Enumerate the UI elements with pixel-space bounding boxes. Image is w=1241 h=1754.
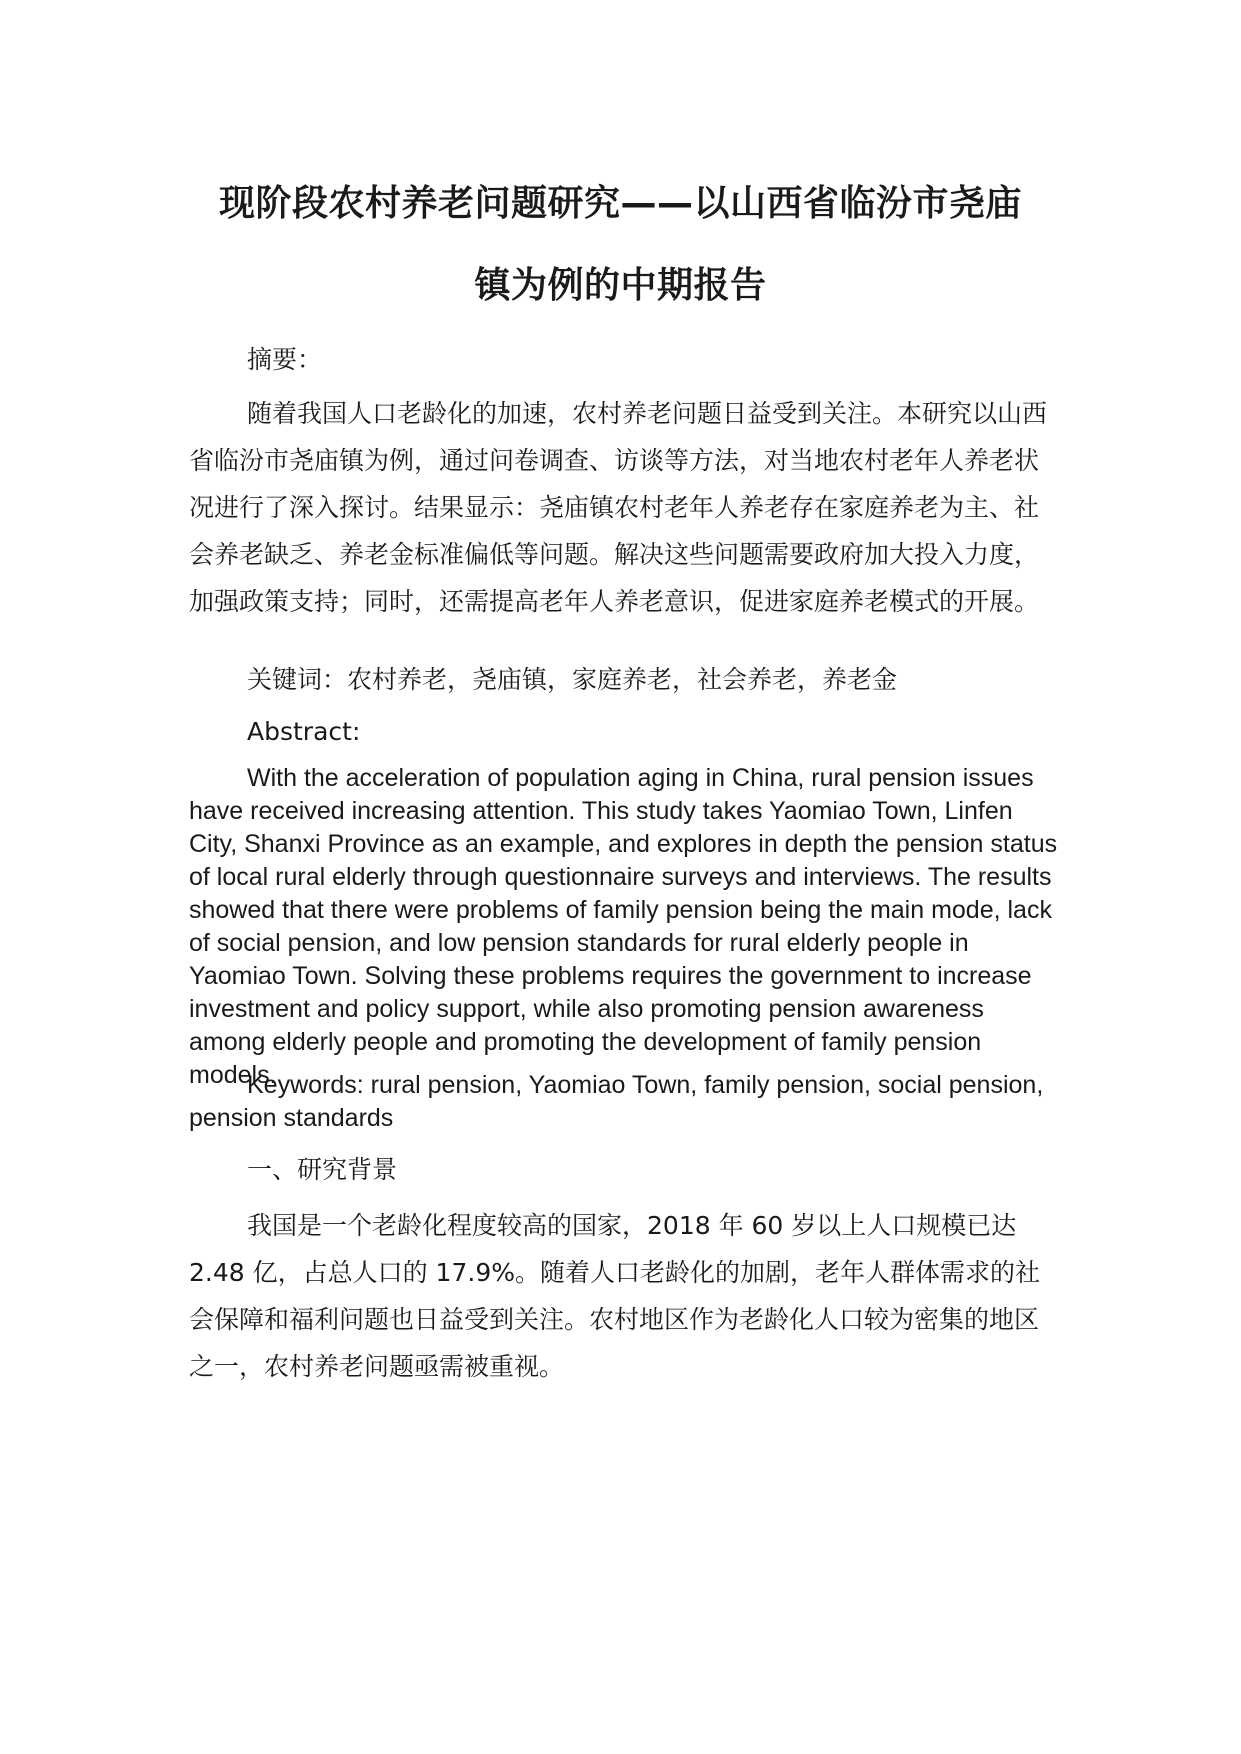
keywords-cn: 关键词：农村养老，尧庙镇，家庭养老，社会养老，养老金 xyxy=(247,665,898,694)
document-title-line-1: 现阶段农村养老问题研究——以山西省临汾市尧庙 xyxy=(218,183,1022,224)
keywords-en-block xyxy=(189,1069,1059,1135)
abstract-cn-label: 摘要： xyxy=(247,345,323,374)
section-1-body: 我国是一个老龄化程度较高的国家，2018 年 60 岁以上人口规模已达 2.48 亿，占总人口的 17.9%。随着人口老龄化的加剧，老年人群体需求的社会保障和福利问题也日益受到关注。农村地区作为老龄化人口较为密集的地区之一，农村养老问题亟需被重视。 xyxy=(189,1211,1040,1381)
abstract-en-label-block xyxy=(189,708,1059,755)
section-1-heading-block xyxy=(189,1146,1059,1193)
document-title-line-2: 镇为例的中期报告 xyxy=(474,265,767,306)
abstract-en-body: With the acceleration of population aging in China, rural pension issues have received increasing attention. This study takes Yaomiao Town, Linfen City, Shanxi Province as an example, and explores in depth the pension status of local rural elderly through questionnaire surveys and interviews. The results showed that there were problems of family pension being the main mode, lack of social pension, and low pension standards for rural elderly people in Yaomiao Town. Solving these problems requires the government to increase investment and policy support, while also promoting pension awareness among elderly people and promoting the development of family pension models. xyxy=(189,764,1058,1089)
abstract-cn-block xyxy=(189,390,1059,625)
abstract-en-label: Abstract: xyxy=(247,717,361,746)
abstract-cn-body: 随着我国人口老龄化的加速，农村养老问题日益受到关注。本研究以山西省临汾市尧庙镇为例，通过问卷调查、访谈等方法，对当地农村老年人养老状况进行了深入探讨。结果显示：尧庙镇农村老年人养老存在家庭养老为主、社会养老缺乏、养老金标准偏低等问题。解决这些问题需要政府加大投入力度，加强政策支持；同时，还需提高老年人养老意识，促进家庭养老模式的开展。 xyxy=(189,399,1048,616)
section-1-body-block xyxy=(189,1202,1059,1390)
abstract-en-block xyxy=(189,762,1059,1092)
keywords-cn-block xyxy=(189,656,1059,703)
keywords-en: Keywords: rural pension, Yaomiao Town, family pension, social pension, pension standards xyxy=(189,1071,1044,1132)
section-1-heading: 一、研究背景 xyxy=(247,1155,398,1184)
abstract-cn-label-block xyxy=(189,336,1059,383)
